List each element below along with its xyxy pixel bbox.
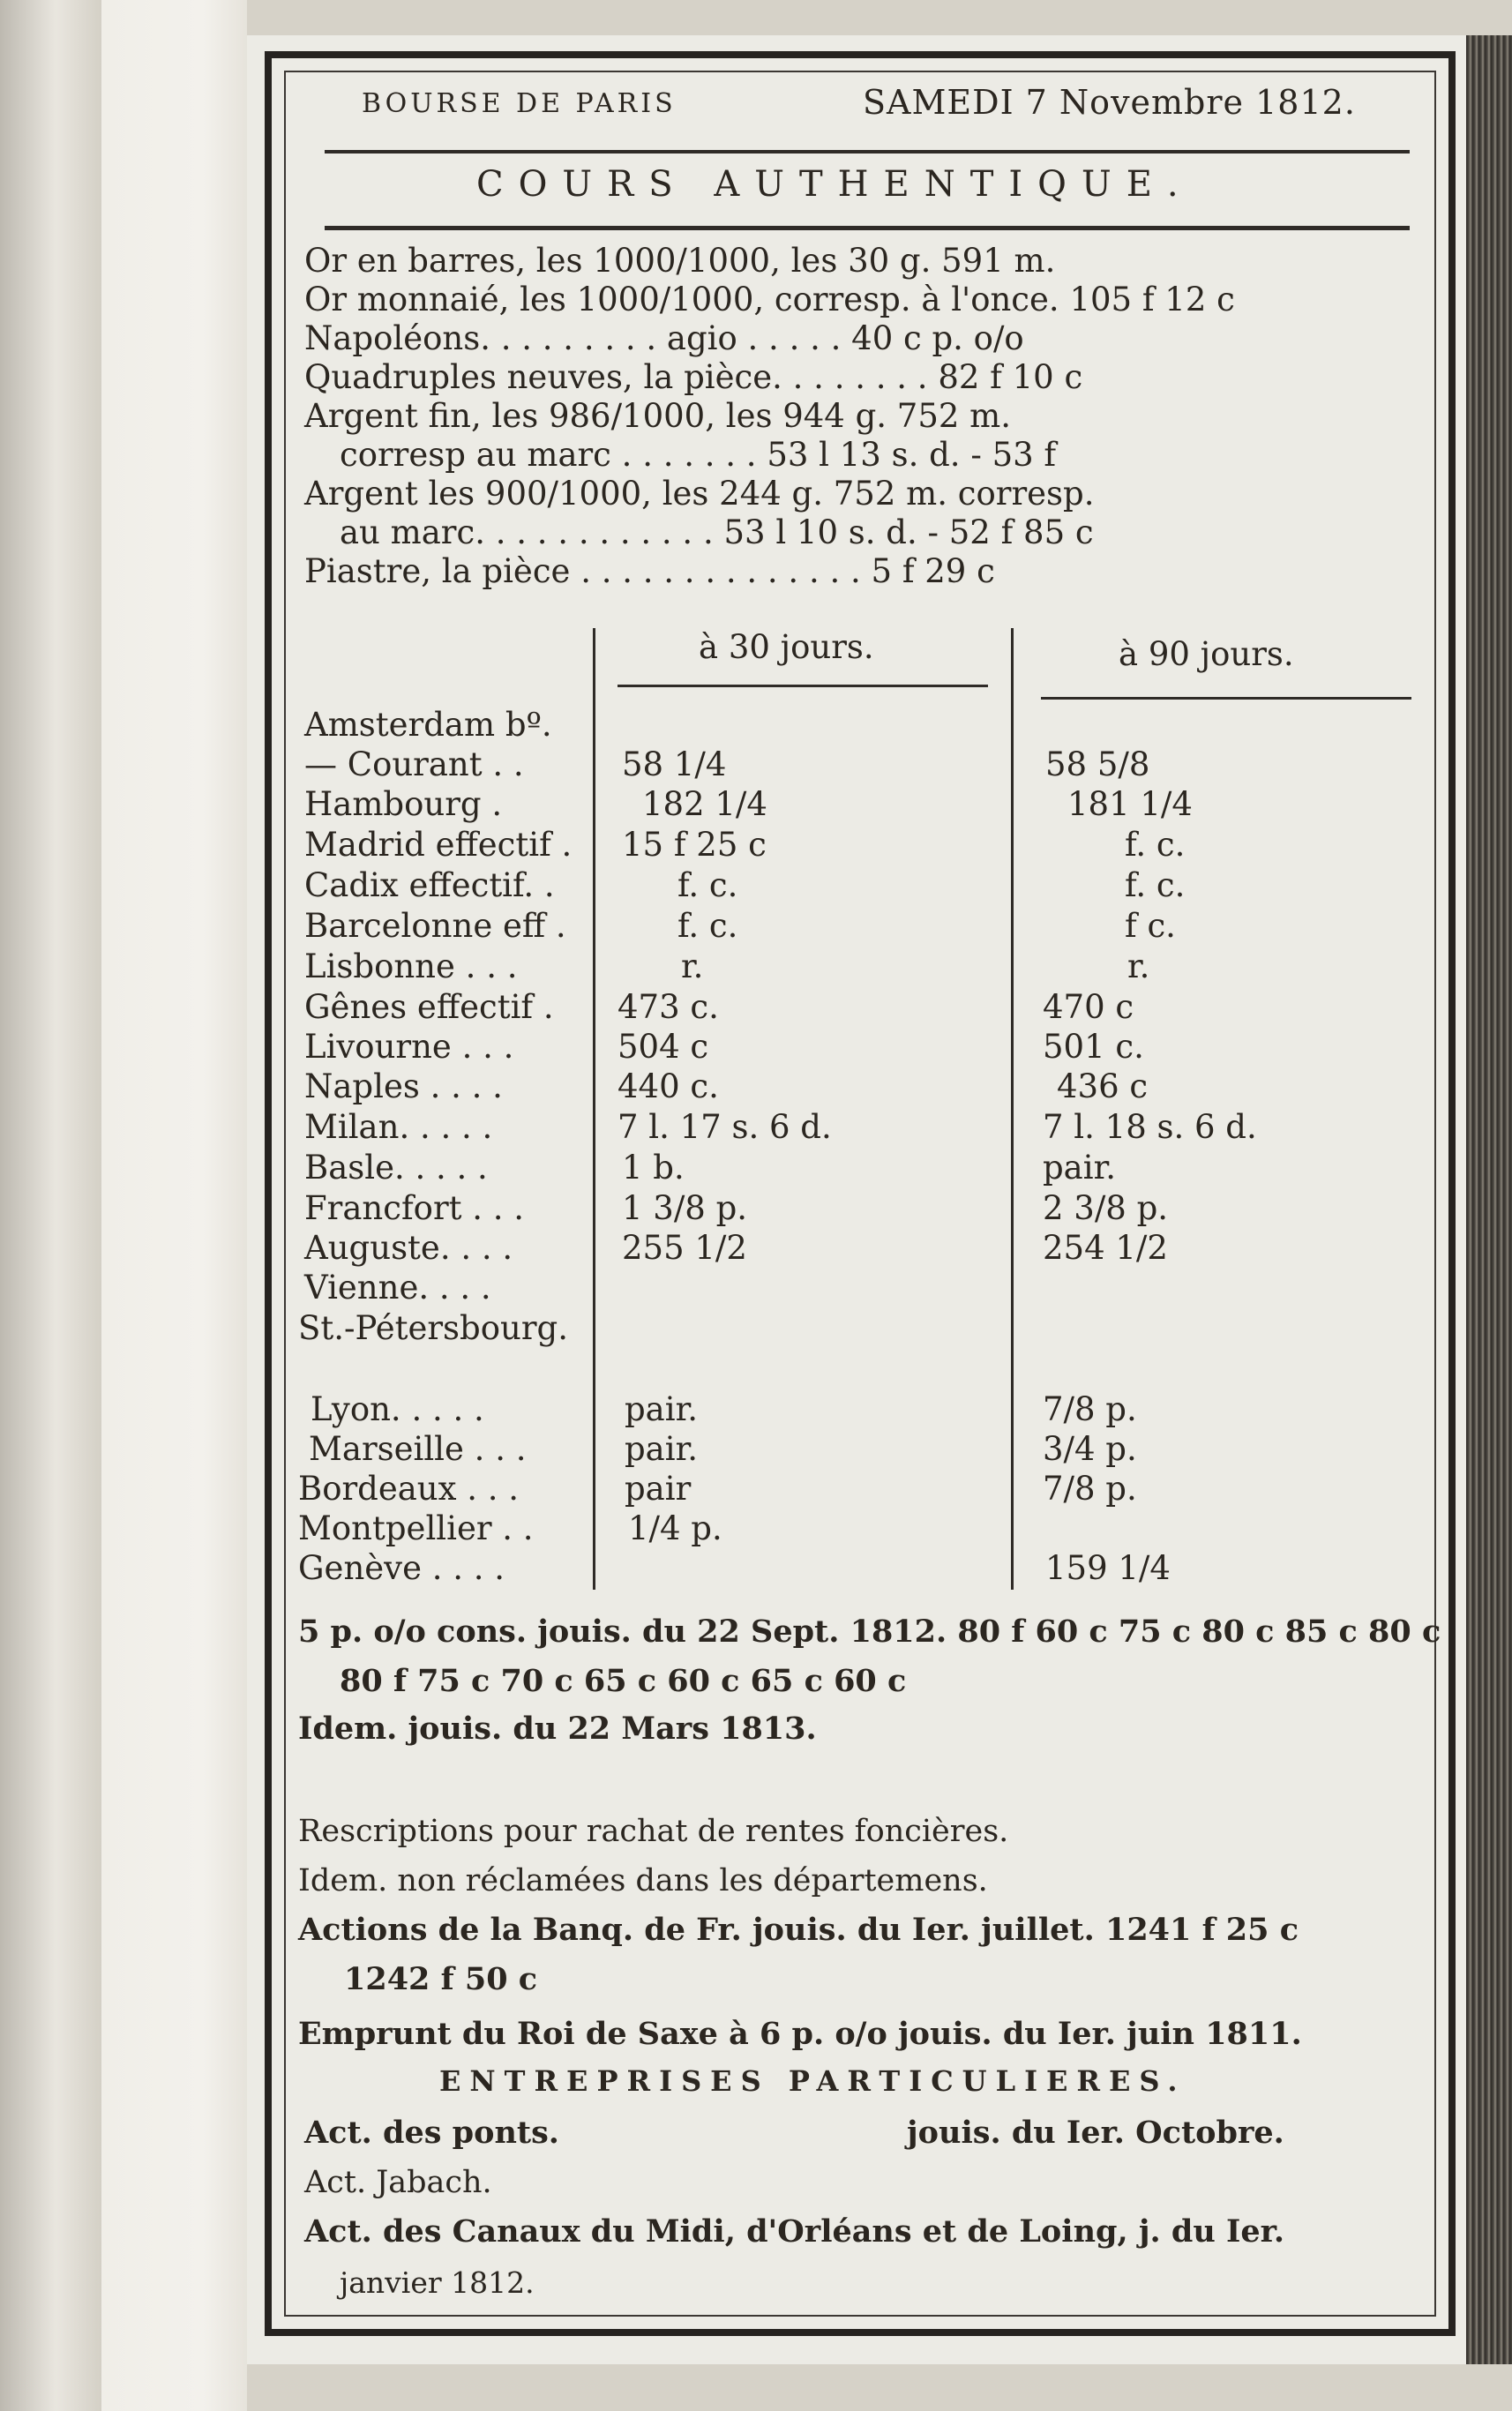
rentes-line: 5 p. o/o cons. jouis. du 22 Sept. 1812. 80 f 60 c 75 c 80 c 85 c 80 c [298, 1614, 1441, 1650]
other-line: Rescriptions pour rachat de rentes foncières. [298, 1814, 1009, 1849]
page-edge-stack [1466, 35, 1512, 2364]
rate-30: 255 1/2 [622, 1229, 747, 1267]
place-label: Francfort . . . [304, 1189, 525, 1227]
rate-90: 501 c. [1043, 1028, 1144, 1066]
book-spine [0, 0, 101, 2411]
rate-30: r. [681, 947, 704, 985]
place-label: Cadix effectif. . [304, 866, 555, 904]
place-label: Amsterdam bº. [304, 706, 552, 744]
rate-30: 1 b. [622, 1149, 685, 1187]
rate-30: 504 c [618, 1028, 709, 1066]
entreprise-jabach: Act. Jabach. [304, 2165, 492, 2200]
metals-line: Quadruples neuves, la pièce. . . . . . . . 82 f 10 c [304, 358, 1083, 396]
rate-90: f c. [1125, 907, 1176, 945]
rate-30: f. c. [677, 866, 738, 904]
place-label: St.-Pétersbourg. [298, 1309, 568, 1347]
rate-30: pair [625, 1470, 692, 1508]
rentes-line: 80 f 75 c 70 c 65 c 60 c 65 c 60 c [340, 1663, 907, 1699]
rate-90: 181 1/4 [1067, 785, 1193, 823]
rate-90: 3/4 p. [1043, 1430, 1137, 1468]
entreprise-canaux: Act. des Canaux du Midi, d'Orléans et de Loing, j. du Ier. [304, 2213, 1285, 2250]
col-rule [618, 685, 988, 687]
rate-90: f. c. [1125, 826, 1186, 864]
page-title: COURS AUTHENTIQUE. [476, 164, 1194, 205]
rate-30: 182 1/4 [642, 785, 767, 823]
metals-line: Or monnaié, les 1000/1000, corresp. à l'once. 105 f 12 c [304, 281, 1235, 318]
page-gutter [101, 0, 247, 2411]
metals-line: Napoléons. . . . . . . . . agio . . . . . 40 c p. o/o [304, 319, 1024, 357]
rate-30: 58 1/4 [622, 745, 727, 783]
place-label: Marseille . . . [309, 1430, 527, 1468]
rate-30: pair. [625, 1390, 698, 1428]
table-divider [1011, 628, 1014, 1590]
place-label: Bordeaux . . . [298, 1470, 520, 1508]
other-line: 1242 f 50 c [344, 1961, 538, 1997]
rate-30: 7 l. 17 s. 6 d. [618, 1108, 832, 1146]
rate-90: 7 l. 18 s. 6 d. [1043, 1108, 1257, 1146]
place-label: Lisbonne . . . [304, 947, 518, 985]
header-left: BOURSE DE PARIS [362, 88, 677, 119]
rate-30: 440 c. [618, 1067, 719, 1105]
place-label: Vienne. . . . [304, 1269, 491, 1307]
place-label: Gênes effectif . [304, 988, 554, 1026]
table-divider [593, 628, 595, 1590]
rate-30: f. c. [677, 907, 738, 945]
place-label: Madrid effectif . [304, 826, 573, 864]
place-label: Barcelonne eff . [304, 907, 566, 945]
header-date: SAMEDI 7 Novembre 1812. [863, 83, 1356, 122]
rentes-line: Idem. jouis. du 22 Mars 1813. [298, 1711, 817, 1747]
col-header-30: à 30 jours. [699, 628, 874, 666]
place-label: Milan. . . . . [304, 1108, 493, 1146]
place-label: Auguste. . . . [304, 1229, 513, 1267]
place-label: Montpellier . . [298, 1509, 534, 1547]
rate-90: 470 c [1043, 988, 1134, 1026]
entreprises-heading: ENTREPRISES PARTICULIERES. [439, 2064, 1186, 2098]
metals-line: Piastre, la pièce . . . . . . . . . . . . . . 5 f 29 c [304, 552, 995, 590]
place-label: Genève . . . . [298, 1549, 505, 1587]
place-label: Basle. . . . . [304, 1149, 488, 1187]
rate-90: 7/8 p. [1043, 1390, 1137, 1428]
rate-90: 58 5/8 [1045, 745, 1150, 783]
entreprise-ponts-jouis: jouis. du Ier. Octobre. [907, 2115, 1284, 2151]
rate-90: r. [1127, 947, 1150, 985]
rate-90: 2 3/8 p. [1043, 1189, 1169, 1227]
other-line: Emprunt du Roi de Saxe à 6 p. o/o jouis. du Ier. juin 1811. [298, 2016, 1302, 2052]
place-label: Hambourg . [304, 785, 503, 823]
rate-30: 15 f 25 c [622, 826, 767, 864]
metals-line: corresp au marc . . . . . . . 53 l 13 s. d. - 53 f [340, 436, 1057, 474]
rate-30: 473 c. [618, 988, 719, 1026]
rate-90: pair. [1043, 1149, 1116, 1187]
metals-line: au marc. . . . . . . . . . . . 53 l 10 s. d. - 52 f 85 c [340, 513, 1094, 551]
entreprise-canaux-date: janvier 1812. [340, 2265, 535, 2300]
header-rule [325, 150, 1410, 153]
place-label: Lyon. . . . . [311, 1390, 484, 1428]
title-rule [325, 226, 1410, 230]
rate-90: 254 1/2 [1043, 1229, 1168, 1267]
rate-30: pair. [625, 1430, 698, 1468]
metals-line: Or en barres, les 1000/1000, les 30 g. 591 m. [304, 242, 1056, 280]
rate-90: 436 c [1057, 1067, 1149, 1105]
rate-30: 1/4 p. [628, 1509, 722, 1547]
other-line: Idem. non réclamées dans les départemens. [298, 1863, 988, 1898]
other-line: Actions de la Banq. de Fr. jouis. du Ier. juillet. 1241 f 25 c [298, 1912, 1299, 1948]
rate-90: 7/8 p. [1043, 1470, 1137, 1508]
col-rule [1041, 697, 1411, 700]
entreprise-ponts: Act. des ponts. [304, 2115, 559, 2151]
rate-90: 159 1/4 [1045, 1549, 1171, 1587]
col-header-90: à 90 jours. [1119, 635, 1294, 673]
place-label: Naples . . . . [304, 1067, 503, 1105]
place-label: Livourne . . . [304, 1028, 514, 1066]
place-label: — Courant . . [304, 745, 524, 783]
rate-90: f. c. [1125, 866, 1186, 904]
metals-line: Argent les 900/1000, les 244 g. 752 m. corresp. [304, 475, 1095, 513]
rate-30: 1 3/8 p. [622, 1189, 748, 1227]
metals-line: Argent fin, les 986/1000, les 944 g. 752 m. [304, 397, 1012, 435]
